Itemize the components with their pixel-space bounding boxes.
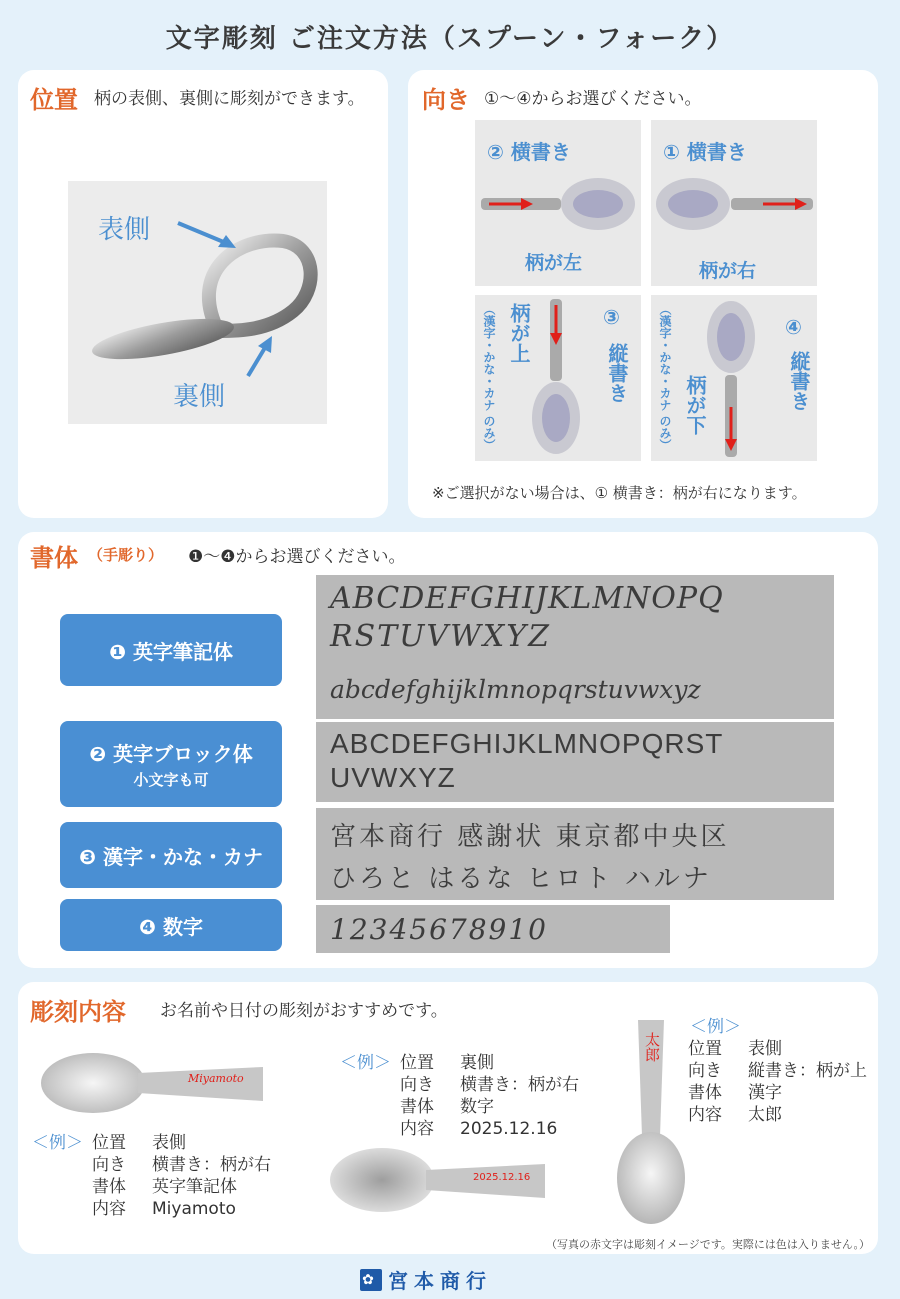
typeface-subtitle: （手彫り）	[88, 546, 164, 564]
direction-option-1[interactable]	[651, 120, 817, 286]
typeface-button-kanji[interactable]: ❸ 漢字・かな・カナ	[60, 822, 282, 888]
typeface-button-digits[interactable]: ❹ 数字	[60, 899, 282, 951]
option-3-handle: 柄が上	[507, 303, 531, 363]
script-upper-1: ABCDEFGHIJKLMNOPQ	[330, 581, 724, 616]
block-line-1: ABCDEFGHIJKLMNOPQRST	[330, 728, 724, 759]
option-4-note: （漢字・かな・カナ のみ）	[658, 303, 672, 452]
option-3-num: ③	[603, 305, 620, 329]
position-panel	[18, 70, 388, 518]
position-desc: 柄の表側、裏側に彫刻ができます。	[94, 89, 365, 109]
option-4-name: 縦書き	[787, 351, 811, 411]
direction-panel	[408, 70, 878, 518]
option-3-name: 縦書き	[605, 343, 629, 403]
example-1-engraving: Miyamoto	[188, 1072, 244, 1085]
direction-option-2[interactable]	[475, 120, 641, 286]
option-4-num: ④	[785, 315, 802, 339]
option-1-heading: ① 横書き	[663, 140, 747, 164]
option-4-handle: 柄が下	[683, 375, 707, 435]
block-line-2: UVWXYZ	[330, 762, 456, 793]
direction-footnote: ※ご選択がない場合は、① 横書き：柄が右になります。	[432, 484, 807, 502]
content-note: （写真の赤文字は彫刻イメージです。実際には色は入りません。）	[546, 1238, 870, 1251]
position-title: 位置	[30, 86, 78, 114]
block-sample	[316, 722, 834, 802]
front-label: 表側	[98, 215, 151, 245]
example-2-engraving: 2025.12.16	[473, 1172, 531, 1183]
typeface-button-block[interactable]: ❷ 英字ブロック体 小文字も可	[60, 721, 282, 807]
option-2-handle: 柄が左	[525, 252, 583, 274]
pointer-arrows	[68, 181, 327, 424]
option-2-heading: ② 横書き	[487, 140, 571, 164]
example-2-details: ＜例＞ 位置 裏側 向き 横書き：柄が右 書体 数字 内容 2025.12.16	[340, 1053, 579, 1139]
back-label: 裏側	[173, 382, 226, 412]
kanji-line-1: 宮本商行 感謝状 東京都中央区	[330, 822, 730, 852]
option-1-handle: 柄が右	[699, 260, 757, 282]
kanji-line-2: ひろと はるな ヒロト ハルナ	[330, 864, 712, 894]
example-1-details: ＜例＞ 位置 表側 向き 横書き：柄が右 書体 英字筆記体 内容 Miyamoto	[32, 1133, 271, 1219]
kanji-sample	[316, 808, 834, 900]
brand-name: 宮本商行	[388, 1269, 492, 1293]
typeface-title: 書体	[30, 544, 78, 572]
content-panel	[18, 982, 878, 1254]
digits-sample	[316, 905, 670, 953]
script-upper-2: RSTUVWXYZ	[330, 619, 551, 654]
example-3-details: ＜例＞ 位置 表側 向き 縦書き：柄が上 書体 漢字 内容 太郎	[688, 1017, 867, 1125]
content-desc: お名前や日付の彫刻がおすすめです。	[160, 1001, 448, 1021]
direction-title: 向き	[422, 86, 470, 114]
direction-option-4[interactable]	[651, 295, 817, 461]
typeface-desc: ❶～❹からお選びください。	[188, 547, 406, 567]
option-3-note: （漢字・かな・カナ のみ）	[482, 303, 496, 452]
typeface-button-script[interactable]: ❶ 英字筆記体	[60, 614, 282, 686]
page-title: 文字彫刻 ご注文方法（スプーン・フォーク）	[165, 24, 735, 54]
loop-spoon-photo	[68, 181, 327, 424]
direction-desc: ①～④からお選びください。	[484, 89, 702, 109]
digits-line: 12345678910	[330, 913, 548, 946]
content-title: 彫刻内容	[30, 998, 126, 1026]
direction-option-3[interactable]	[475, 295, 641, 461]
script-lower: abcdefghijklmnopqrstuvwxyz	[330, 675, 701, 704]
example-3-engraving: 太郎	[643, 1032, 661, 1062]
footer-brand	[360, 1265, 492, 1294]
script-sample	[316, 575, 834, 719]
brand-logo-icon: ✿	[360, 1269, 382, 1291]
